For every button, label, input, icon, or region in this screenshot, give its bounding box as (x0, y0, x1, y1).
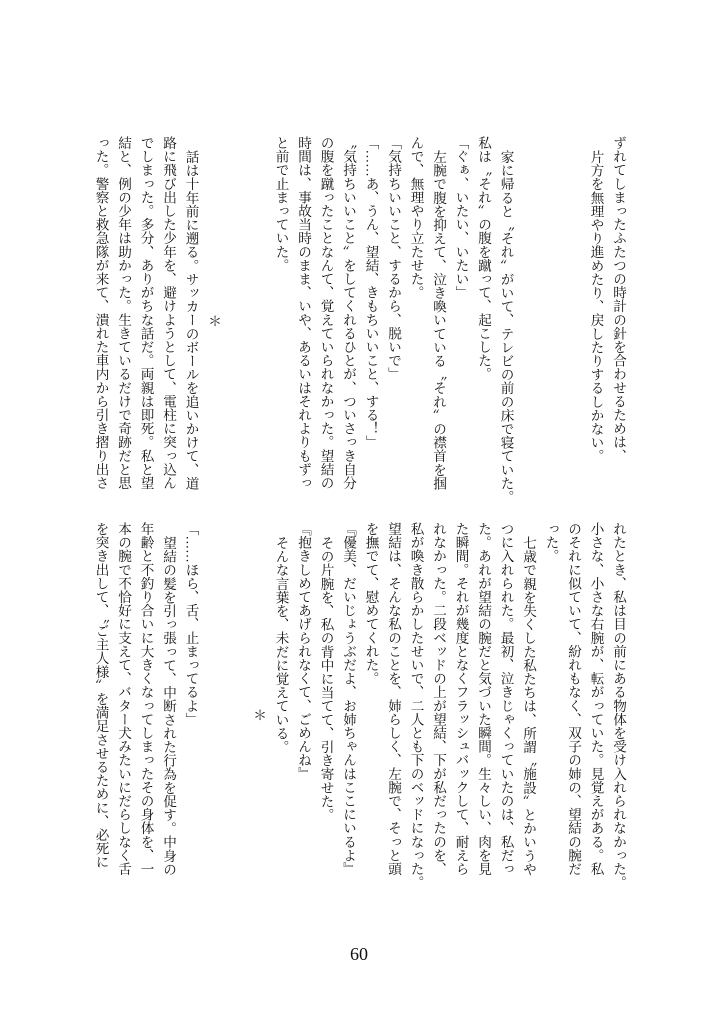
text-line: 『優美、だいじょうぶだよ、お姉ちゃんはここにいるよ』 (341, 522, 356, 876)
text-line: 家に帰ると〝それ〞がいて、テレビの前の床で寝ていた。 (498, 149, 514, 504)
top-text-section (89, 136, 629, 506)
blank-line (517, 136, 540, 506)
text-line: 私は〝それ〞の腹を蹴って、起こした。 (476, 136, 491, 381)
text-line: 七歳で親を失くした私たちは、所謂〝施設〞とかいうや (521, 535, 536, 876)
text-line: 小さな、小さな右腕が、転がっていた。見覚えがある。私 (588, 522, 604, 876)
blank-line (562, 136, 585, 506)
section-separator: ＊ (206, 314, 221, 328)
text-line: った。 (543, 522, 559, 563)
text-line: のそれに似ていて、紛れもなく、双子の姉の、望結の腕だ (566, 522, 581, 876)
text-line: れなかった。二段ベッドの上が望結、下が私だったのを、 (431, 522, 446, 876)
text-line: 「ぐぁ、いたい、いたい」 (453, 136, 469, 300)
page-number: 60 (350, 944, 368, 964)
text-line: 話は十年前に遡る。サッカーのボールを追いかけて、道 (183, 149, 199, 490)
text-line: と前で止まっていた。 (273, 136, 289, 272)
section-separator: ＊ (251, 707, 266, 722)
text-line: 「……あ、うん、望結、きもちいいこと、する！」 (363, 136, 379, 449)
text-line: 本の腕で不恰好に支えて、バター犬みたいにだらしなく舌 (116, 522, 131, 876)
text-line: 望結の髪を引っ張って、中断された行為を促す。中身の (161, 535, 176, 876)
text-line: 左腕で腹を抑えて、泣き喚いている〝それ〞の襟首を掴 (431, 149, 446, 490)
blank-line (224, 522, 247, 907)
text-line: を撫でて、慰めてくれた。 (363, 522, 379, 686)
text-line: そんな言葉を、未だに覚えている。 (273, 535, 289, 754)
text-line: でしまった。多分、ありがちな話だ。両親は即死。私と望 (138, 136, 154, 490)
text-line: つに入れられた。最初、泣きじゃくっていたのは、私だっ (498, 522, 514, 876)
text-line: ずれてしまったふたつの時計の針を合わせるためは、 (611, 136, 626, 463)
text-line: 私が喚き散らかしたせいで、二人とも下のベッドになった。 (408, 522, 424, 890)
text-line: 「気持ちいいこと、するから、脱いで」 (386, 136, 401, 381)
blank-line (224, 136, 247, 506)
text-line: 結と、例の少年は助かった。生きているだけで奇跡だと思 (116, 136, 131, 490)
blank-line (247, 136, 270, 506)
text-line: た。あれが望結の腕だと気づいた瞬間。生々しい、肉を見 (476, 522, 491, 876)
text-line: 「……ほら、舌、止まってるよ」 (183, 522, 199, 726)
text-line: の腹を蹴ったことなんて、覚えていられなかった。望結の (318, 136, 334, 490)
text-line: 〝気持ちいいこと〞をしてくれるひとが、ついさっき自分 (341, 136, 356, 490)
text-line: れたとき、私は目の前にある物体を受け入れられなかった。 (611, 522, 626, 890)
text-line: その片腕を、私の背中に当てて、引き寄せた。 (318, 535, 334, 822)
text-line: た瞬間。それが幾度となくフラッシュバックして、耐えら (453, 522, 469, 876)
text-line: 時間は、事故当時のまま、いや、あるいはそれよりもずっ (296, 136, 311, 490)
blank-line (539, 136, 562, 506)
text-line: 年齢と不釣り合いに大きくなってしまったその身体を、一 (138, 522, 154, 876)
text-line: を突き出して、〝ご主人様〞を満足させるために、必死に (93, 522, 109, 869)
text-line: 路に飛び出した少年を、避けようとして、電柱に突っ込ん (161, 136, 176, 490)
text-line: 望結は、そんな私のことを、姉らしく、左腕で、そっと頭 (386, 522, 401, 876)
text-line: 片方を無理やり進めたり、戻したりするしかない。 (588, 149, 604, 463)
text-line: んで、無理やり立たせた。 (408, 136, 424, 300)
blank-line (202, 522, 225, 907)
text-line: 『抱きしめてあげられなくて、ごめんね』 (296, 522, 311, 781)
text-line: った。警察と救急隊が来て、潰れた車内から引き摺り出さ (93, 136, 109, 490)
bottom-text-section (89, 522, 629, 907)
